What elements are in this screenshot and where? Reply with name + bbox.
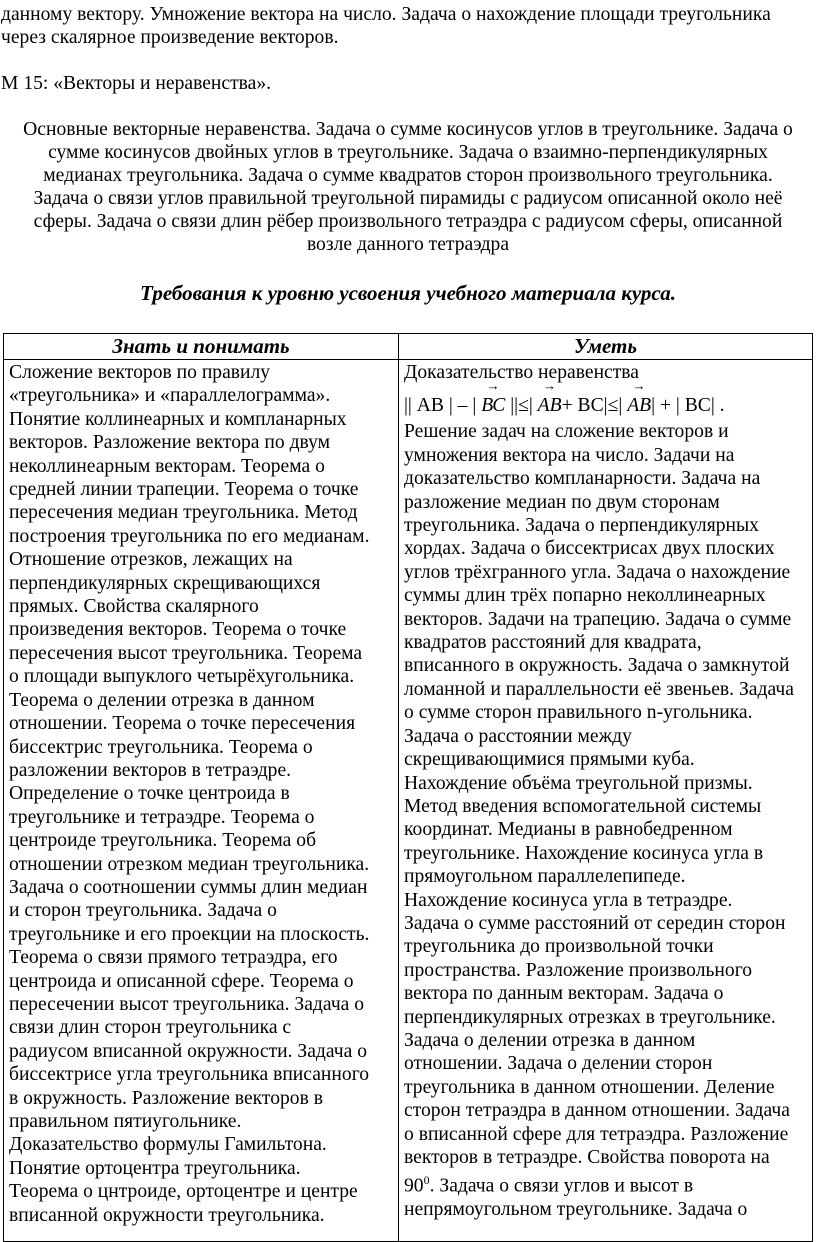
table-row bbox=[4, 360, 813, 1242]
able-line-text: . Задача о связи углов и высот в bbox=[429, 1175, 694, 1197]
able-line: умножения вектора на число. Задачи на bbox=[404, 444, 735, 466]
able-line: сторон тетраэдра в данном отношении. Задача bbox=[404, 1100, 790, 1122]
know-line: Доказательство формулы Гамильтона. bbox=[9, 1134, 327, 1156]
formula-part: | + | ВС| . bbox=[651, 395, 725, 417]
know-line: центроида и описанной сфере. Теорема о bbox=[9, 970, 354, 992]
requirements-table bbox=[3, 333, 813, 1242]
vector-bc: → ВС bbox=[481, 384, 505, 428]
able-line: Метод введения вспомогательной системы bbox=[404, 795, 762, 817]
know-line: вписанной окружности треугольника. bbox=[9, 1204, 325, 1226]
able-line: суммы длин трёх попарно неколлинеарных bbox=[404, 585, 766, 607]
know-line: Теорема о делении отрезка в данном bbox=[9, 689, 315, 711]
able-line: перпендикулярных отрезках в треугольнике. bbox=[404, 1006, 776, 1028]
able-line: углов трёхгранного угла. Задача о нахождение bbox=[404, 561, 791, 583]
know-line: построения треугольника по его медианам. bbox=[9, 525, 370, 547]
able-line: треугольнике. Нахождение косинуса угла в bbox=[404, 842, 764, 864]
able-line: отношении. Задача о делении сторон bbox=[404, 1053, 713, 1075]
able-intro: Доказательство неравенства bbox=[404, 362, 640, 383]
able-line: прямоугольном параллелепипеде. bbox=[404, 866, 686, 888]
able-cell bbox=[399, 360, 813, 1242]
know-line: в окружность. Разложение векторов в bbox=[9, 1087, 323, 1109]
know-line: векторов. Разложение вектора по двум bbox=[9, 432, 331, 454]
know-line: треугольнике и его проекции на плоскость. bbox=[9, 923, 370, 945]
able-line: векторов в тетраэдре. Свойства поворота на bbox=[404, 1147, 770, 1168]
know-line: отношении отрезком медиан треугольника. bbox=[9, 853, 370, 875]
know-cell bbox=[4, 360, 399, 1242]
vector-ab: → АВ bbox=[627, 384, 651, 428]
know-line: Понятие коллинеарных и компланарных bbox=[9, 408, 347, 430]
know-line: «треугольника» и «параллелограмма». bbox=[9, 385, 331, 407]
able-line: квадратов расстояний для квадрата, bbox=[404, 632, 702, 654]
intro-line-1: данному вектору. Умножение вектора на число. Задача о нахождение площади треугольника bbox=[1, 4, 771, 25]
know-line: неколлинеарным векторам. Теорема о bbox=[9, 455, 325, 477]
know-line: Теорема о связи прямого тетраэдра, его bbox=[9, 947, 338, 969]
able-line: вписанного в окружность. Задача о замкнутой bbox=[404, 655, 790, 677]
module-line-4: Задача о связи углов правильной треугольной пирамиды с радиусом описанной около неё bbox=[33, 188, 783, 209]
vector-ab: → АВ bbox=[538, 384, 562, 428]
intro-line-2: через скалярное произведение векторов. bbox=[1, 27, 339, 48]
formula-part: ||≤| bbox=[505, 395, 538, 417]
know-line: Понятие ортоцентра треугольника. bbox=[9, 1157, 301, 1179]
able-degree-line bbox=[404, 1169, 809, 1198]
degree-value: 90 bbox=[404, 1175, 424, 1197]
able-line: ломанной и параллельности её звеньев. Задача bbox=[404, 678, 794, 700]
know-line: о площади выпуклого четырёхугольника. bbox=[9, 666, 355, 688]
able-line: Нахождение косинуса угла в тетраэдре. bbox=[404, 889, 733, 911]
know-line: разложении векторов в тетраэдре. bbox=[9, 759, 292, 781]
know-line: треугольнике и тетраэдре. Теорема о bbox=[9, 806, 315, 828]
able-line: Задача о делении отрезка в данном bbox=[404, 1029, 696, 1051]
know-line: правильном пятиугольнике. bbox=[9, 1111, 242, 1132]
know-line: биссектрисе угла треугольника вписанного bbox=[9, 1064, 370, 1086]
able-last-line: непрямоугольном треугольнике. Задача о bbox=[404, 1199, 748, 1221]
know-line: перпендикулярных скрещивающихся bbox=[9, 572, 321, 594]
know-line: Сложение векторов по правилу bbox=[9, 362, 271, 383]
able-line: треугольника. Задача о перпендикулярных bbox=[404, 515, 759, 537]
know-line: Теорема о цнтроиде, ортоцентре и центре bbox=[9, 1181, 358, 1203]
able-line: Нахождение объёма треугольной призмы. bbox=[404, 772, 753, 794]
able-line: пространства. Разложение произвольного bbox=[404, 959, 753, 981]
able-line: треугольника до произвольной точки bbox=[404, 936, 714, 958]
module-line-3: медианах треугольника. Задача о сумме квадратов сторон произвольного треугольника. bbox=[43, 165, 773, 186]
formula-part: || АВ | – | bbox=[404, 395, 482, 417]
able-line: треугольника в данном отношении. Деление bbox=[404, 1076, 775, 1098]
know-line: и сторон треугольника. Задача о bbox=[9, 900, 277, 922]
able-line: скрещивающимися прямыми куба. bbox=[404, 749, 695, 771]
know-line: средней линии трапеции. Теорема о точке bbox=[9, 479, 359, 501]
degree-sup: 0 bbox=[423, 1173, 430, 1188]
able-line: хордах. Задача о биссектрисах двух плоских bbox=[404, 538, 775, 560]
able-line: о сумме сторон правильного n-угольника. bbox=[404, 702, 753, 724]
able-line: вектора по данным векторам. Задача о bbox=[404, 983, 724, 1005]
module-line-5: сферы. Задача о связи длин рёбер произвольного тетраэдра с радиусом сферы, описанной bbox=[33, 211, 783, 232]
know-line: Определение о точке центроида в bbox=[9, 783, 290, 805]
know-line: отношении. Теорема о точке пересечения bbox=[9, 713, 356, 735]
know-line: Отношение отрезков, лежащих на bbox=[9, 549, 293, 571]
able-line: векторов. Задачи на трапецию. Задача о сумме bbox=[404, 608, 792, 630]
module-line-1: Основные векторные неравенства. Задача о сумме косинусов углов в треугольнике. Задача о bbox=[23, 119, 793, 140]
header-know: Знать и понимать bbox=[4, 334, 399, 360]
table-header-row bbox=[4, 334, 813, 360]
able-line: Задача о расстоянии между bbox=[404, 725, 632, 747]
able-line: координат. Медианы в равнобедренном bbox=[404, 819, 733, 841]
module-title: М 15: «Векторы и неравенства». bbox=[1, 73, 272, 94]
able-line: разложение медиан по двум сторонам bbox=[404, 491, 720, 513]
know-line: произведения векторов. Теорема о точке bbox=[9, 619, 347, 641]
know-line: биссектрис треугольника. Теорема о bbox=[9, 736, 313, 758]
know-line: центроиде треугольника. Теорема об bbox=[9, 830, 317, 852]
know-line: пересечении высот треугольника. Задача о bbox=[9, 993, 365, 1015]
inequality-formula bbox=[404, 384, 809, 420]
formula-part: + ВС|≤| bbox=[561, 395, 628, 417]
know-line: пересечения медиан треугольника. Метод bbox=[9, 502, 358, 524]
header-able: Уметь bbox=[399, 334, 813, 360]
able-line: доказательство компланарности. Задача на bbox=[404, 468, 761, 490]
able-line: Задача о сумме расстояний от середин сторон bbox=[404, 912, 786, 934]
know-line: радиусом вписанной окружности. Задача о bbox=[9, 1040, 368, 1062]
know-line: Задача о соотношении суммы длин медиан bbox=[9, 876, 368, 898]
know-line: прямых. Свойства скалярного bbox=[9, 596, 259, 618]
module-line-6: возле данного тетраэдра bbox=[306, 234, 510, 255]
module-line-2: сумме косинусов двойных углов в треугольнике. Задача о взаимно-перпендикулярных bbox=[48, 142, 768, 163]
requirements-title: Требования к уровню усвоения учебного материала курса. bbox=[140, 281, 676, 305]
able-line: о вписанной сфере для тетраэдра. Разложение bbox=[404, 1123, 789, 1145]
able-line: Решение задач на сложение векторов и bbox=[404, 421, 729, 443]
know-line: пересечения высот треугольника. Теорема bbox=[9, 642, 363, 664]
know-line: связи длин сторон треугольника с bbox=[9, 1017, 292, 1039]
